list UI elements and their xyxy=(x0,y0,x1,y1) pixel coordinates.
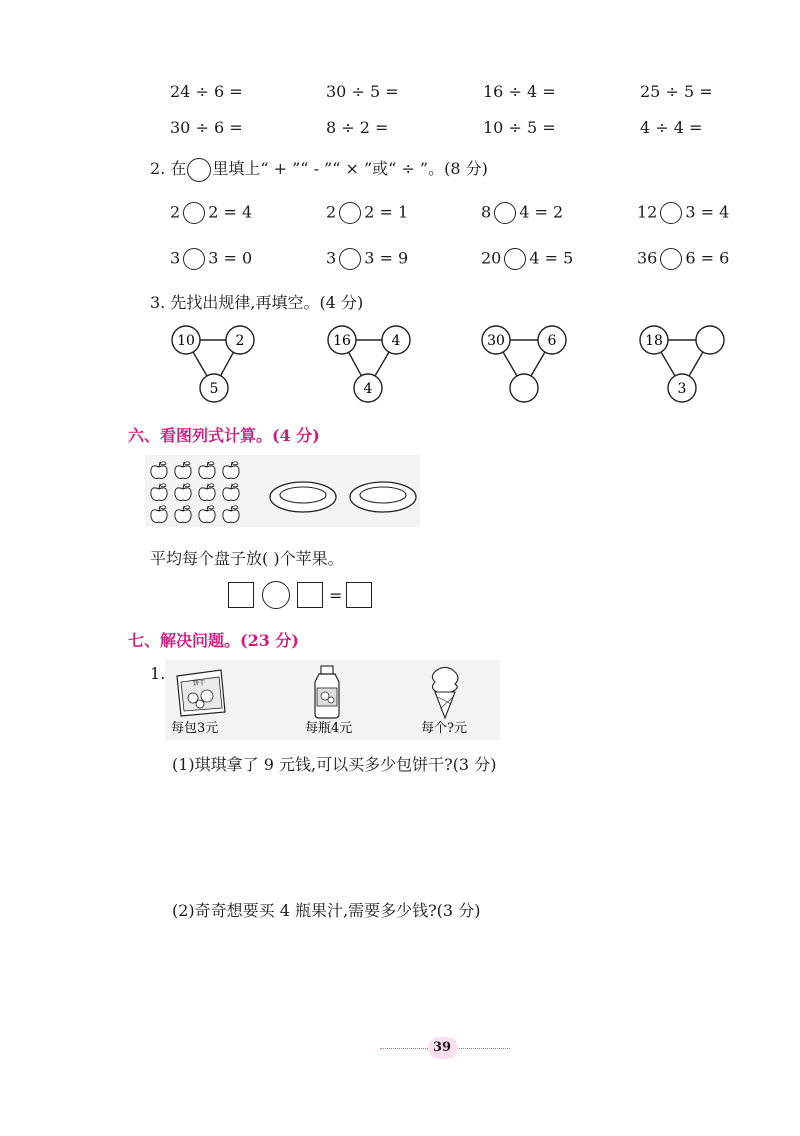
price-caption: 每个?元 xyxy=(421,721,467,736)
division-problem: 4 ÷ 4 = xyxy=(640,118,703,137)
page-number: 39 xyxy=(433,1040,452,1055)
triangle-4 xyxy=(640,326,724,402)
operand-result: 4 = 5 xyxy=(529,248,574,268)
products-illustration xyxy=(165,660,500,740)
operand-result: 6 = 6 xyxy=(685,248,730,268)
operator-blank-circle[interactable] xyxy=(183,248,205,270)
division-problem: 25 ÷ 5 = xyxy=(640,82,713,101)
triangle-blank-circle[interactable] xyxy=(696,326,724,354)
triangle-blank-circle[interactable] xyxy=(510,374,538,402)
question-number: 1. xyxy=(150,664,166,683)
triangle-value: 2 xyxy=(235,333,245,349)
operator-problem xyxy=(326,248,408,270)
operand-result: 3 = 4 xyxy=(685,202,730,222)
operand-result: 3 = 0 xyxy=(208,248,253,268)
triangle-3 xyxy=(482,326,566,402)
equals-sign: = xyxy=(329,586,343,605)
q2-title xyxy=(150,156,488,182)
operator-blank-circle[interactable] xyxy=(504,248,526,270)
operand-result: 3 = 9 xyxy=(364,248,409,268)
triangle-value: 3 xyxy=(677,381,687,397)
operand: 36 xyxy=(637,248,658,268)
triangle-value: 4 xyxy=(363,381,373,397)
triangle-value: 10 xyxy=(177,333,195,349)
operand: 20 xyxy=(481,248,502,268)
division-problem: 10 ÷ 5 = xyxy=(483,118,556,137)
sub-question-2: (2)奇奇想要买 4 瓶果汁,需要多少钱?(3 分) xyxy=(172,901,481,920)
operand: 2 xyxy=(326,202,337,222)
apples-plates-illustration xyxy=(145,455,420,527)
operand: 2 xyxy=(170,202,181,222)
pattern-triangles xyxy=(160,322,760,406)
operator-problem xyxy=(326,202,408,224)
section6-title: 六、看图列式计算。(4 分) xyxy=(128,426,320,445)
division-problem: 24 ÷ 6 = xyxy=(170,82,243,101)
division-problem: 30 ÷ 5 = xyxy=(326,82,399,101)
triangle-value: 6 xyxy=(547,333,557,349)
juice-bottle-icon xyxy=(315,666,339,718)
operator-blank-circle[interactable] xyxy=(183,202,205,224)
operator-blank-circle[interactable] xyxy=(339,202,361,224)
triangle-value: 5 xyxy=(209,381,219,397)
operator-blank-circle[interactable] xyxy=(339,248,361,270)
section7-title: 七、解决问题。(23 分) xyxy=(128,631,299,650)
price-caption: 每瓶4元 xyxy=(305,721,353,736)
triangle-value: 16 xyxy=(333,333,351,349)
triangle-value: 30 xyxy=(487,333,505,349)
answer-box[interactable] xyxy=(346,582,372,608)
operand-result: 4 = 2 xyxy=(519,202,564,222)
biscuit-bag-icon xyxy=(177,670,225,716)
q2-title-post: 里填上“ + ”“ - ”“ × ”或“ ÷ ”。(8 分) xyxy=(212,159,488,178)
operator-problem xyxy=(170,248,252,270)
operator-blank-circle[interactable] xyxy=(660,248,682,270)
division-problem: 30 ÷ 6 = xyxy=(170,118,243,137)
triangle-value: 18 xyxy=(645,333,663,349)
operator-problem xyxy=(481,248,573,270)
operand-result: 2 = 1 xyxy=(364,202,409,222)
operator-answer-circle[interactable] xyxy=(262,581,290,609)
operand: 8 xyxy=(481,202,492,222)
q2-title-pre: 2. 在 xyxy=(150,159,187,178)
plate-icon xyxy=(270,482,336,512)
operator-problem xyxy=(637,202,729,224)
division-problem: 16 ÷ 4 = xyxy=(483,82,556,101)
operator-blank-circle[interactable] xyxy=(660,202,682,224)
section6-sentence: 平均每个盘子放( )个苹果。 xyxy=(150,549,344,568)
operand: 3 xyxy=(326,248,337,268)
division-problem: 8 ÷ 2 = xyxy=(326,118,389,137)
q3-title: 3. 先找出规律,再填空。(4 分) xyxy=(150,293,364,312)
price-caption: 每包3元 xyxy=(171,721,219,736)
operand: 3 xyxy=(170,248,181,268)
operand-result: 2 = 4 xyxy=(208,202,253,222)
operator-problem xyxy=(481,202,563,224)
answer-box[interactable] xyxy=(297,582,323,608)
bag-label: 饼干 xyxy=(192,680,206,687)
triangle-1 xyxy=(172,326,254,402)
plate-icon xyxy=(350,482,416,512)
answer-box[interactable] xyxy=(228,582,254,608)
operator-problem xyxy=(637,248,729,270)
operator-problem xyxy=(170,202,252,224)
operand: 12 xyxy=(637,202,658,222)
operator-blank-circle[interactable] xyxy=(494,202,516,224)
triangle-2 xyxy=(328,326,410,402)
triangle-value: 4 xyxy=(391,333,401,349)
sub-question-1: (1)琪琪拿了 9 元钱,可以买多少包饼干?(3 分) xyxy=(172,755,497,774)
operator-circle-icon xyxy=(187,158,211,182)
